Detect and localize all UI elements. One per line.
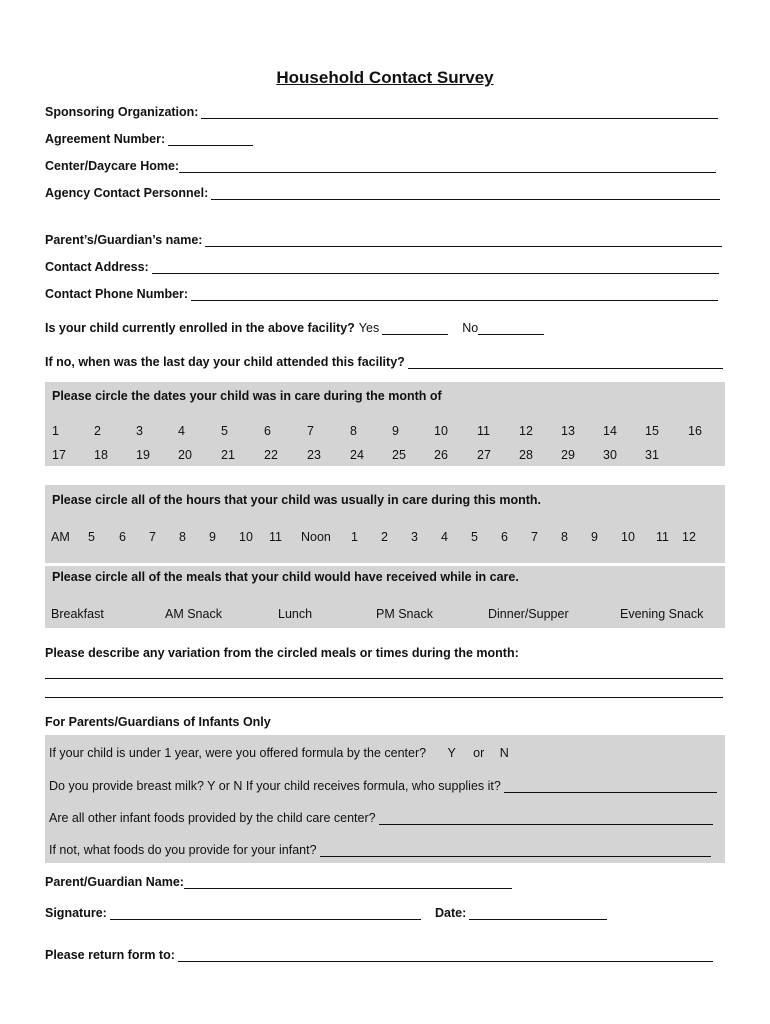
last-day-question: If no, when was the last day your child attended this facility? [45, 355, 405, 369]
infant-formula-or: or [473, 746, 485, 760]
date-late-7[interactable]: 24 [350, 448, 364, 462]
hours-heading: Please circle all of the hours that your child was usually in care during this month. [52, 493, 542, 507]
other-foods-question: Are all other infant foods provided by the child care center? [49, 811, 376, 825]
guardian-name-line[interactable] [184, 874, 512, 889]
date-4[interactable]: 5 [221, 424, 228, 438]
breast-milk-row [49, 778, 717, 793]
agency-contact-line[interactable] [211, 185, 720, 200]
date-late-3[interactable]: 20 [178, 448, 192, 462]
hour-16[interactable]: 8 [561, 530, 568, 544]
hour-9[interactable]: 1 [351, 530, 358, 544]
agency-contact-label: Agency Contact Personnel: [45, 186, 209, 200]
other-foods-row [49, 810, 713, 825]
parent-name-field[interactable] [45, 232, 722, 247]
agreement-number-line[interactable] [168, 131, 253, 146]
hour-6[interactable]: 10 [239, 530, 253, 544]
meal-1[interactable]: AM Snack [165, 607, 222, 621]
contact-phone-field[interactable] [45, 286, 718, 301]
contact-phone-line[interactable] [191, 286, 718, 301]
hour-10[interactable]: 2 [381, 530, 388, 544]
date-late-14[interactable]: 31 [645, 448, 659, 462]
hour-2[interactable]: 6 [119, 530, 126, 544]
agency-contact-field[interactable] [45, 185, 720, 200]
date-7[interactable]: 8 [350, 424, 357, 438]
contact-address-line[interactable] [152, 259, 719, 274]
meals-section [45, 566, 725, 628]
meals-heading: Please circle all of the meals that your child would have received while in care. [52, 570, 519, 584]
last-day-line[interactable] [408, 354, 723, 369]
infant-foods-question: If not, what foods do you provide for your infant? [49, 843, 317, 857]
date-10[interactable]: 11 [477, 424, 490, 438]
hours-section [45, 485, 725, 563]
meal-4[interactable]: Dinner/Supper [488, 607, 569, 621]
date-late-11[interactable]: 28 [519, 448, 533, 462]
hour-7[interactable]: 11 [269, 530, 282, 544]
guardian-name-label: Parent/Guardian Name: [45, 875, 184, 889]
infant-formula-yes[interactable]: Y [447, 746, 456, 760]
parent-name-label: Parent’s/Guardian’s name: [45, 233, 203, 247]
return-to-line[interactable] [178, 947, 713, 962]
formula-supplier-line[interactable] [504, 778, 717, 793]
date-12[interactable]: 13 [561, 424, 575, 438]
date-late-2[interactable]: 19 [136, 448, 150, 462]
variation-heading: Please describe any variation from the circled meals or times during the month: [45, 646, 519, 660]
hour-5[interactable]: 9 [209, 530, 216, 544]
center-daycare-label: Center/Daycare Home: [45, 159, 180, 173]
enrollment-yes-label: Yes [358, 321, 380, 335]
hour-1[interactable]: 5 [88, 530, 95, 544]
infant-formula-no[interactable]: N [499, 746, 509, 760]
infant-foods-row [49, 842, 711, 857]
hour-4[interactable]: 8 [179, 530, 186, 544]
enrollment-no-label: No [462, 321, 479, 335]
signature-label: Signature: [45, 906, 107, 920]
contact-address-label: Contact Address: [45, 260, 149, 274]
date-11[interactable]: 12 [519, 424, 533, 438]
date-14[interactable]: 15 [645, 424, 659, 438]
date-15[interactable]: 16 [688, 424, 702, 438]
hour-19[interactable]: 11 [656, 530, 669, 544]
hour-14[interactable]: 6 [501, 530, 508, 544]
meal-5[interactable]: Evening Snack [620, 607, 704, 621]
enrollment-no-line[interactable] [478, 320, 544, 335]
date-field[interactable] [435, 905, 607, 920]
date-2[interactable]: 3 [136, 424, 143, 438]
date-5[interactable]: 6 [264, 424, 271, 438]
hour-3[interactable]: 7 [149, 530, 156, 544]
infant-foods-line[interactable] [320, 842, 711, 857]
date-late-12[interactable]: 29 [561, 448, 575, 462]
hour-12[interactable]: 4 [441, 530, 448, 544]
dates-heading: Please circle the dates your child was in care during the month of [52, 389, 442, 403]
enrollment-question: Is your child currently enrolled in the above facility? [45, 321, 355, 335]
date-late-10[interactable]: 27 [477, 448, 491, 462]
date-13[interactable]: 14 [603, 424, 617, 438]
date-line[interactable] [469, 905, 607, 920]
hour-0[interactable]: AM [51, 530, 70, 544]
hour-17[interactable]: 9 [591, 530, 598, 544]
enrollment-yes-line[interactable] [382, 320, 448, 335]
date-6[interactable]: 7 [307, 424, 314, 438]
meal-2[interactable]: Lunch [278, 607, 313, 621]
page-title: Household Contact Survey [276, 68, 494, 87]
signature-field[interactable] [45, 905, 421, 920]
infants-heading: For Parents/Guardians of Infants Only [45, 715, 271, 729]
hour-8[interactable]: Noon [301, 530, 331, 544]
date-late-6[interactable]: 23 [307, 448, 321, 462]
date-late-9[interactable]: 26 [434, 448, 448, 462]
date-late-5[interactable]: 22 [264, 448, 278, 462]
meal-3[interactable]: PM Snack [376, 607, 433, 621]
agreement-number-field[interactable] [45, 131, 253, 146]
date-late-4[interactable]: 21 [221, 448, 235, 462]
sponsoring-org-label: Sponsoring Organization: [45, 105, 199, 119]
variation-line-2[interactable] [45, 697, 723, 698]
variation-line-1[interactable] [45, 678, 723, 679]
sponsoring-org-line[interactable] [201, 104, 718, 119]
return-to-field[interactable] [45, 947, 713, 962]
date-late-13[interactable]: 30 [603, 448, 617, 462]
contact-phone-label: Contact Phone Number: [45, 287, 189, 301]
date-0[interactable]: 1 [52, 424, 59, 438]
sponsoring-org-field[interactable] [45, 104, 718, 119]
last-day-field[interactable] [45, 354, 723, 369]
date-label: Date: [435, 906, 467, 920]
date-1[interactable]: 2 [94, 424, 101, 438]
agreement-number-label: Agreement Number: [45, 132, 166, 146]
contact-address-field[interactable] [45, 259, 719, 274]
breast-milk-question: Do you provide breast milk? Y or N If your child receives formula, who supplies it? [49, 779, 501, 793]
center-daycare-line[interactable] [179, 158, 716, 173]
hour-13[interactable]: 5 [471, 530, 478, 544]
meal-0[interactable]: Breakfast [51, 607, 104, 621]
return-to-label: Please return form to: [45, 948, 175, 962]
hour-11[interactable]: 3 [411, 530, 418, 544]
center-daycare-field[interactable] [45, 158, 716, 173]
other-foods-line[interactable] [379, 810, 713, 825]
signature-line[interactable] [110, 905, 421, 920]
date-late-1[interactable]: 18 [94, 448, 108, 462]
date-late-0[interactable]: 17 [52, 448, 66, 462]
infants-section [45, 735, 725, 863]
hour-15[interactable]: 7 [531, 530, 538, 544]
infant-formula-question: If your child is under 1 year, were you offered formula by the center? [49, 746, 427, 760]
date-late-8[interactable]: 25 [392, 448, 406, 462]
enrollment-question-row [45, 320, 544, 335]
date-3[interactable]: 4 [178, 424, 185, 438]
dates-section [45, 382, 725, 466]
hour-18[interactable]: 10 [621, 530, 635, 544]
infant-formula-question-row [49, 746, 509, 760]
parent-name-line[interactable] [205, 232, 722, 247]
hour-20[interactable]: 12 [682, 530, 696, 544]
date-8[interactable]: 9 [392, 424, 399, 438]
guardian-name-field[interactable] [45, 874, 512, 889]
date-9[interactable]: 10 [434, 424, 448, 438]
